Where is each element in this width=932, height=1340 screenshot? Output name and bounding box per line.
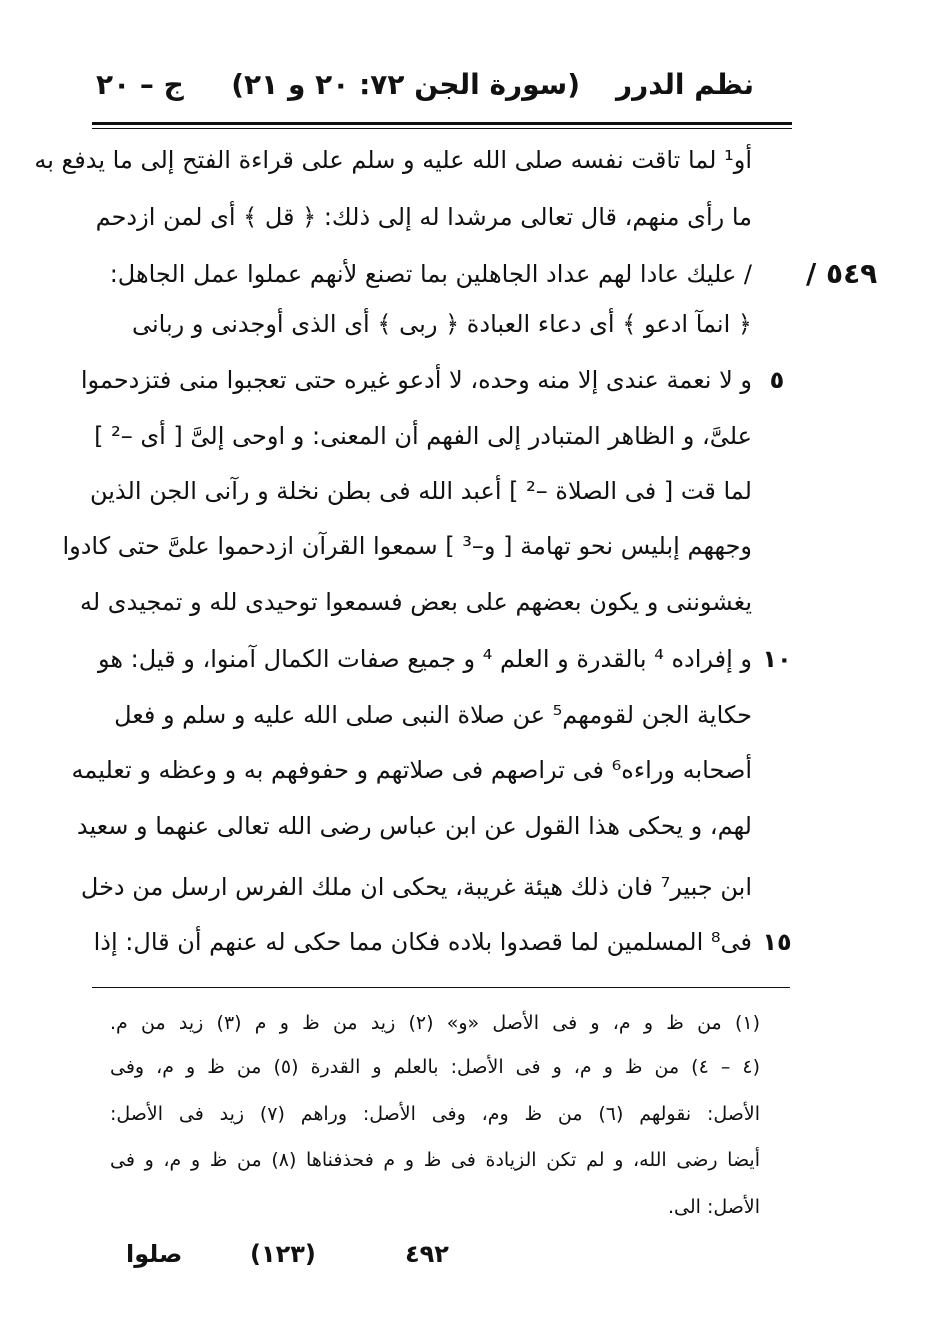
- body-line-5: و لا نعمة عندى إلا منه وحده، لا أدعو غيره حتى تعجبوا منى فتزدحموا: [80, 366, 752, 394]
- footnote-rule: [92, 987, 790, 988]
- body-line-1: أو¹ لما تاقت نفسه صلى الله عليه و سلم على قراءة الفتح إلى ما يدفع به: [34, 146, 752, 174]
- header-rule-thick: [92, 122, 792, 125]
- line-number-5: ٥: [769, 366, 785, 394]
- body-line-15: فى⁸ المسلمين لما قصدوا بلاده فكان مما حكى له عنهم أن قال: إذا: [93, 928, 752, 956]
- part-number: ج – ٢٠: [96, 68, 184, 101]
- body-line-14: ابن جبير⁷ فان ذلك هيئة غريبة، يحكى ان ملك الفرس ارسل من دخل: [80, 873, 752, 901]
- body-line-8: وجههم إبليس نحو تهامة [ و–³ ] سمعوا القرآن ازدحموا علىَّ حتى كادوا: [62, 532, 752, 560]
- body-line-12: أصحابه وراءه⁶ فى تراصهم فى صلاتهم و حفوفهم به و وعظه و تعليمه: [71, 756, 752, 784]
- footer-catchword: صلوا: [126, 1240, 183, 1268]
- line-number-15: ١٥: [762, 928, 792, 956]
- footnote-line-4: أيضا رضى الله، و لم تكن الزيادة فى ظ و م فحذفناها (٨) من ظ و م، و فى: [110, 1149, 760, 1171]
- body-line-7: لما قت [ فى الصلاة –² ] أعبد الله فى بطن نخلة و رآنى الجن الذين: [89, 477, 752, 505]
- header-rule-thin: [92, 128, 792, 129]
- footnote-line-3: الأصل: نقولهم (٦) من ظ وم، وفى الأصل: وراهم (٧) زيد فى الأصل:: [110, 1103, 760, 1125]
- footnote-line-5: الأصل: الى.: [667, 1196, 760, 1218]
- footer-page-number: ٤٩٢: [405, 1240, 449, 1268]
- body-line-4: ﴿ انمآ ادعو ﴾ أى دعاء العبادة ﴿ ربى ﴾ أى الذى أوجدنى و ربانى: [132, 310, 752, 338]
- body-line-6: علىَّ، و الظاهر المتبادر إلى الفهم أن المعنى: و اوحى إلىَّ [ أى –² ]: [94, 422, 752, 450]
- body-line-10: و إفراده ⁴ بالقدرة و العلم ⁴ و جميع صفات الكمال آمنوا، و قيل: هو: [97, 645, 752, 673]
- running-title: نظم الدرر: [615, 68, 754, 101]
- body-line-13: لهم، و يحكى هذا القول عن ابن عباس رضى الله تعالى عنهما و سعيد: [76, 812, 752, 840]
- body-line-11: حكاية الجن لقومهم⁵ عن صلاة النبى صلى الله عليه و سلم و فعل: [114, 701, 752, 729]
- body-line-9: يغشوننى و يكون بعضهم على بعض فسمعوا توحيدى لله و تمجيدى له: [80, 588, 752, 616]
- line-number-10: ١٠: [762, 645, 792, 673]
- footnote-line-1: (١) من ظ و م، و فى الأصل «و» (٢) زيد من ظ و م (٣) زيد من م.: [110, 1012, 760, 1034]
- surah-reference: (سورة الجن ٧٢: ٢٠ و ٢١): [231, 68, 580, 101]
- footnote-line-2: (٤ – ٤) من ظ و م، و فى الأصل: بالعلم و القدرة (٥) من ظ و م، وفى: [110, 1056, 760, 1078]
- footer-sheet-number: (١٢٣): [250, 1240, 316, 1268]
- body-line-2: ما رأى منهم، قال تعالى مرشدا له إلى ذلك: ﴿ قل ﴾ أى لمن ازدحم: [95, 203, 752, 231]
- margin-page-marker: ٥٤٩ /: [806, 257, 878, 290]
- body-line-3: / عليك عادا لهم عداد الجاهلين بما تصنع لأنهم عملوا عمل الجاهل:: [109, 260, 752, 288]
